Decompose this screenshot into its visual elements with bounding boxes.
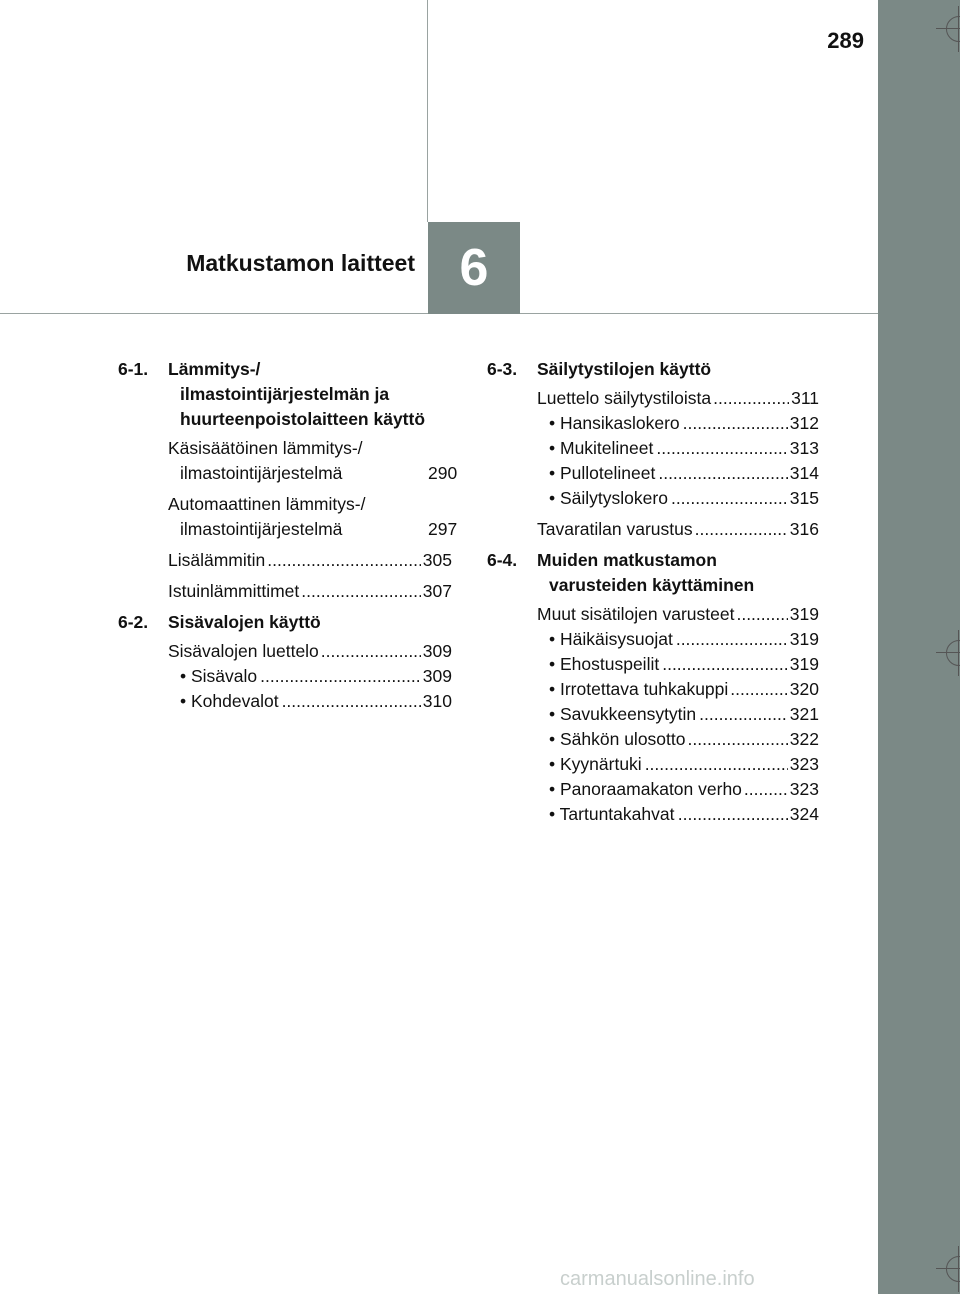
toc-entry[interactable] [168,492,458,542]
toc-entry-text: Tavaratilan varustus [537,519,693,539]
dot-leader [713,386,789,411]
toc-entry-text: • Pullotelineet [549,463,656,483]
toc-entry[interactable] [168,436,458,486]
toc-entry[interactable] [168,548,452,573]
toc-page-number: 313 [789,438,819,458]
toc-entry[interactable] [168,639,452,664]
toc-page-number: 320 [789,679,819,699]
toc-page-number: 297 [428,519,458,539]
toc-section-heading[interactable] [118,610,452,635]
section-title: Säilytystilojen käyttö [537,359,712,379]
chapter-title: Matkustamon laitteet [186,250,415,276]
toc-entry-text: Lisälämmitin [168,550,266,570]
dot-leader [730,677,788,702]
toc-subentry[interactable] [180,689,452,714]
chapter-number-box [428,222,520,314]
entry-spacer [118,714,452,720]
toc-entry[interactable] [168,579,452,604]
toc-entry-text: • Hansikaslokero [549,413,680,433]
dot-leader [658,461,787,486]
toc-entry-text: • Sisävalo [180,666,258,686]
dot-leader [695,517,788,542]
toc-subentry[interactable] [549,677,819,702]
toc-subentry[interactable] [180,664,452,689]
toc-right-column [487,357,819,839]
toc-subentry[interactable] [549,486,819,511]
toc-subentry[interactable] [549,411,819,436]
dot-leader [688,727,788,752]
toc-entry-text: • Häikäisysuojat [549,629,673,649]
toc-entry-text: • Panoraamakaton verho [549,779,742,799]
toc-entry-text: • Kohdevalot [180,691,279,711]
toc-entry[interactable] [537,386,819,411]
toc-entry-text: • Kyynärtuki [549,754,642,774]
toc-page-number: 319 [789,629,819,649]
toc-section-heading[interactable] [487,548,819,598]
dot-leader [699,702,788,727]
registration-mark-icon [946,1256,960,1282]
toc-page-number: 311 [791,388,819,408]
toc-subentry[interactable] [549,436,819,461]
page-number: 289 [827,28,864,53]
toc-entry-text: • Säilytyslokero [549,488,668,508]
toc-page-number: 307 [422,581,452,601]
toc-entry-text: Istuinlämmittimet [168,581,300,601]
toc-entry-text: • Savukkeensytytin [549,704,697,724]
toc-left-column [118,357,458,726]
toc-page-number: 323 [789,754,819,774]
dot-leader [321,639,421,664]
toc-entry[interactable] [537,602,819,627]
section-number: 6-4. [487,550,518,570]
toc-entry-text: Automaattinen lämmitys-/ ilmastointijärjestelmä [168,494,366,539]
toc-page-number: 315 [789,488,819,508]
section-number: 6-3. [487,359,518,379]
toc-section [118,357,458,604]
dot-leader [662,652,788,677]
dot-leader [678,802,788,827]
toc-page-number: 321 [789,704,819,724]
dot-leader [301,579,421,604]
toc-section-heading[interactable] [487,357,819,382]
dot-leader [676,627,788,652]
section-number: 6-1. [118,359,149,379]
toc-page-number: 324 [789,804,819,824]
toc-section-heading[interactable] [118,357,452,432]
toc-page-number: 309 [422,666,452,686]
toc-page-number: 322 [789,729,819,749]
toc-subentry[interactable] [549,652,819,677]
toc-entry[interactable] [537,517,819,542]
dot-leader [645,752,788,777]
dot-leader [683,411,788,436]
toc-subentry[interactable] [549,627,819,652]
registration-mark-icon [946,16,960,42]
toc-entry-text: Muut sisätilojen varusteet [537,604,735,624]
toc-page-number: 305 [422,550,452,570]
toc-entry-text: • Ehostuspeilit [549,654,660,674]
toc-page-number: 316 [789,519,819,539]
dot-leader [260,664,421,689]
toc-entry-text: • Irrotettava tuhkakuppi [549,679,729,699]
toc-page-number: 314 [789,463,819,483]
dot-leader [736,602,787,627]
dot-leader [267,548,421,573]
toc-section [487,357,819,542]
registration-mark-icon [946,640,960,666]
toc-entry-text: Sisävalojen luettelo [168,641,319,661]
toc-subentry[interactable] [549,802,819,827]
toc-entry-text: Luettelo säilytystiloista [537,388,712,408]
toc-subentry[interactable] [549,461,819,486]
dot-leader [282,689,421,714]
toc-entry-text: • Mukitelineet [549,438,654,458]
toc-page-number: 312 [789,413,819,433]
toc-page-number: 290 [428,463,458,483]
dot-leader [671,486,788,511]
entry-spacer [487,827,819,833]
toc-entry-text: Käsisäätöinen lämmitys-/ ilmastointijärjestelmä [168,438,363,483]
section-title: Muiden matkustamon varusteiden käyttäminen [537,550,755,595]
toc-subentry[interactable] [549,727,819,752]
section-title: Sisävalojen käyttö [168,612,321,632]
dot-leader [744,777,788,802]
toc-subentry[interactable] [549,777,819,802]
toc-page-number: 323 [789,779,819,799]
section-title: Lämmitys-/ ilmastointijärjestelmän ja huurteenpoistolaitteen käyttö [168,359,426,429]
chapter-number: 6 [459,239,489,297]
dot-leader [656,436,787,461]
toc-page-number: 310 [422,691,452,711]
toc-page-number: 309 [422,641,452,661]
watermark-text: carmanualsonline.info [560,1268,755,1290]
toc-page-number: 319 [789,654,819,674]
toc-page-number: 319 [789,604,819,624]
toc-section [487,548,819,833]
toc-subentry[interactable] [549,752,819,777]
toc-section [118,610,452,720]
toc-subentry[interactable] [549,702,819,727]
toc-entry-text: • Tartuntakahvat [549,804,675,824]
header-vertical-rule [427,0,428,222]
toc-entry-text: • Sähkön ulosotto [549,729,686,749]
section-number: 6-2. [118,612,149,632]
